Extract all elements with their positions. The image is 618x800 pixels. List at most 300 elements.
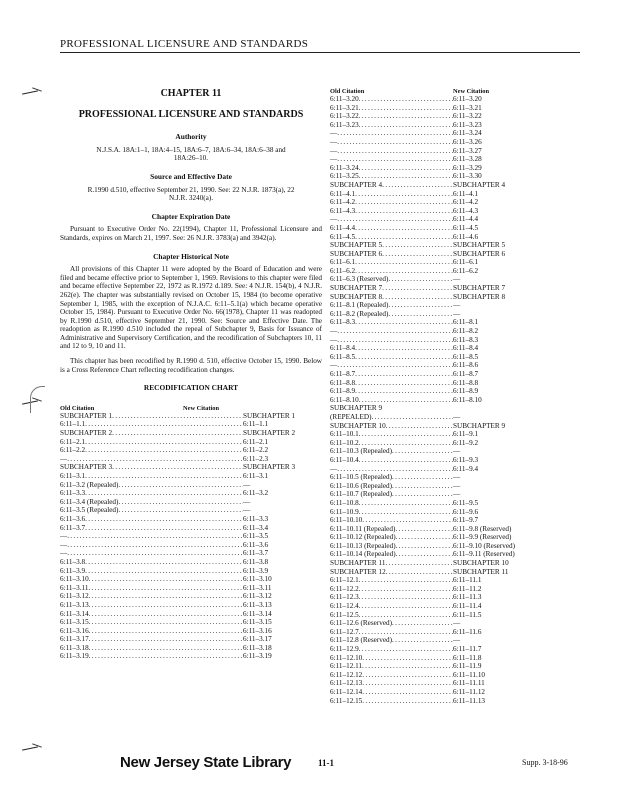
new-citation: 6:11–3.24 (453, 129, 482, 138)
new-citation: 6:11–11.5 (453, 610, 482, 619)
old-citation: 6:11–10.1 (330, 430, 359, 439)
old-citation: 6:11–12.14 (330, 687, 363, 696)
dot-leader (355, 207, 453, 216)
new-citation: 6:11–11.8 (453, 653, 482, 662)
new-citation: 6:11–3.18 (243, 643, 272, 652)
table-row (330, 215, 590, 224)
dot-leader (385, 559, 453, 568)
old-citation: SUBCHAPTER 7 (330, 284, 383, 293)
table-row (330, 568, 590, 577)
old-citation: 6:11–8.1 (Repealed) (330, 301, 389, 310)
old-citation: 6:11–8.2 (Repealed) (330, 309, 389, 318)
dot-leader (112, 429, 243, 438)
table-row (330, 198, 590, 207)
table-row (60, 635, 322, 644)
new-citation: SUBCHAPTER 11 (453, 567, 509, 576)
dot-leader (355, 198, 453, 207)
new-citation: SUBCHAPTER 1 (243, 411, 296, 420)
table-row (330, 181, 590, 190)
new-citation: 6:11–3.4 (243, 523, 269, 532)
old-citation: — (330, 146, 338, 155)
old-citation: 6:11–8.10 (330, 395, 359, 404)
table-row (60, 455, 322, 464)
table-row (330, 336, 590, 345)
new-citation: 6:11–8.2 (453, 327, 479, 336)
table-row (330, 387, 590, 396)
old-citation: SUBCHAPTER 10 (330, 421, 386, 430)
old-citation: 6:11–6.3 (Reserved) (330, 275, 389, 284)
dot-leader (359, 602, 453, 611)
table-row (330, 422, 590, 431)
table-row (60, 438, 322, 447)
old-citation: 6:11–2.1 (60, 437, 86, 446)
old-citation: 6:11–12.11 (330, 662, 363, 671)
table-row (60, 524, 322, 533)
authority-text: N.J.S.A. 18A:1–1, 18A:4–15, 18A:6–7, 18A:6–34, 18A:6–38 and 18A:26–10. (96, 145, 286, 163)
new-citation: — (453, 490, 461, 499)
margin-mark (22, 748, 48, 751)
table-row (60, 481, 322, 490)
table-row (330, 490, 590, 499)
new-citation: 6:11–3.28 (453, 155, 482, 164)
new-citation: 6:11–6.1 (453, 258, 479, 267)
new-citation: 6:11–6.2 (453, 266, 479, 275)
old-citation: 6:11–3.10 (60, 575, 89, 584)
old-citation: 6:11–12.4 (330, 602, 359, 611)
old-citation: 6:11–3.5 (Repealed) (60, 506, 119, 515)
dot-leader (355, 190, 453, 199)
dot-leader (382, 181, 453, 190)
dot-leader (355, 353, 453, 362)
dot-leader (89, 644, 243, 653)
page-number: 11-1 (318, 758, 335, 768)
old-citation: 6:11–3.2 (Repealed) (60, 480, 119, 489)
dot-leader (359, 172, 453, 181)
new-citation: 6:11–4.3 (453, 206, 479, 215)
old-citation: 6:11–10.14 (Repealed) (330, 550, 396, 559)
new-citation: 6:11–3.27 (453, 146, 482, 155)
table-row (60, 489, 322, 498)
dot-leader (396, 533, 453, 542)
dot-leader (118, 498, 243, 507)
dot-leader (382, 293, 453, 302)
table-row (330, 95, 590, 104)
old-citation: — (330, 464, 338, 473)
old-citation: 6:11–12.10 (330, 653, 363, 662)
old-citation: 6:11–8.9 (330, 387, 356, 396)
dot-leader (388, 310, 453, 319)
table-row (330, 593, 590, 602)
old-citation: SUBCHAPTER 11 (330, 559, 386, 568)
table-row (330, 679, 590, 688)
new-citation: 6:11–9.6 (453, 507, 479, 516)
dot-leader (359, 112, 453, 121)
new-citation: 6:11–9.5 (453, 498, 479, 507)
new-citation: 6:11–3.15 (243, 618, 272, 627)
dot-leader (355, 267, 453, 276)
old-citation: 6:11–12.5 (330, 610, 359, 619)
dot-leader (362, 679, 453, 688)
old-citation: — (330, 129, 338, 138)
dot-leader (85, 438, 243, 447)
dot-leader (88, 584, 243, 593)
expiration-heading: Chapter Expiration Date (151, 211, 231, 221)
dot-leader (337, 361, 453, 370)
new-citation: 6:11–2.2 (243, 446, 269, 455)
dot-leader (359, 95, 453, 104)
dot-leader (362, 671, 453, 680)
new-citation: 6:11–11.3 (453, 593, 482, 602)
table-row (60, 429, 322, 438)
old-citation: 6:11–3.23 (330, 120, 359, 129)
dot-leader (112, 463, 243, 472)
table-row (330, 628, 590, 637)
old-citation: — (60, 540, 68, 549)
old-citation: 6:11–8.5 (330, 352, 356, 361)
left-column (60, 90, 322, 661)
table-row (330, 499, 590, 508)
dot-leader (388, 275, 453, 284)
dot-leader (355, 224, 453, 233)
table-row (330, 611, 590, 620)
dot-leader (396, 542, 453, 551)
new-citation: 6:11–3.29 (453, 163, 482, 172)
table-row (330, 602, 590, 611)
new-citation: 6:11–9.7 (453, 516, 479, 525)
old-citation: 6:11–3.6 (60, 514, 86, 523)
new-citation: 6:11–3.23 (453, 120, 482, 129)
old-citation: 6:11–3.1 (60, 472, 86, 480)
table-row (330, 404, 590, 413)
old-citation-header: Old Citation (60, 404, 95, 412)
table-row (330, 473, 590, 482)
right-column (330, 88, 590, 705)
old-citation: 6:11–10.13 (Repealed) (330, 541, 396, 550)
new-citation: 6:11–9.2 (453, 438, 479, 447)
dot-leader (359, 164, 453, 173)
dot-leader (118, 506, 243, 515)
table-row (330, 241, 590, 250)
dot-leader (337, 336, 453, 345)
new-citation: 6:11–4.6 (453, 232, 479, 241)
recodification-table-right (330, 95, 590, 705)
dot-leader (355, 344, 453, 353)
chapter-number: CHAPTER 11 (160, 88, 222, 99)
new-citation: 6:11–3.21 (453, 103, 482, 112)
new-citation: 6:11–3.10 (243, 575, 272, 584)
old-citation: — (60, 549, 68, 558)
dot-leader (89, 601, 243, 610)
dot-leader (85, 567, 243, 576)
new-citation: — (453, 619, 461, 628)
new-citation: 6:11–8.3 (453, 335, 479, 344)
old-citation: — (330, 361, 338, 370)
table-row (330, 550, 590, 559)
dot-leader (85, 558, 243, 567)
table-row (330, 104, 590, 113)
dot-leader (89, 592, 243, 601)
table-row (330, 250, 590, 259)
old-citation: 6:11–4.3 (330, 206, 356, 215)
old-citation: SUBCHAPTER 12 (330, 567, 386, 576)
table-row (60, 498, 322, 507)
new-citation: 6:11–9.10 (Reserved) (453, 541, 516, 550)
new-citation: SUBCHAPTER 8 (453, 292, 506, 301)
new-citation-header: New Citation (183, 404, 220, 412)
dot-leader (382, 284, 453, 293)
table-row (330, 688, 590, 697)
new-citation: 6:11–3.30 (453, 172, 482, 181)
old-citation: — (60, 454, 68, 463)
dot-leader (85, 524, 243, 533)
old-citation: — (330, 327, 338, 336)
table-row (330, 439, 590, 448)
new-citation: 6:11–9.8 (Reserved) (453, 524, 512, 533)
table-row (330, 361, 590, 370)
dot-leader (112, 412, 243, 421)
old-citation: 6:11–12.12 (330, 670, 363, 679)
new-citation: 6:11–8.4 (453, 344, 479, 353)
table-row (60, 412, 322, 421)
new-citation: 6:11–11.2 (453, 584, 482, 593)
dot-leader (362, 662, 453, 671)
new-citation: 6:11–8.7 (453, 370, 479, 378)
new-citation: — (453, 473, 461, 482)
dot-leader (359, 576, 453, 585)
old-citation: 6:11–12.9 (330, 645, 359, 653)
old-citation: SUBCHAPTER 4 (330, 180, 383, 189)
old-citation: — (60, 532, 68, 541)
dot-leader (67, 541, 243, 550)
old-citation: 6:11–3.17 (60, 635, 89, 644)
dot-leader (89, 627, 243, 636)
old-citation: SUBCHAPTER 2 (60, 429, 113, 438)
old-citation: 6:11–4.1 (330, 189, 356, 198)
margin-bracket (30, 386, 45, 413)
new-citation: SUBCHAPTER 5 (453, 241, 506, 250)
table-row (330, 327, 590, 336)
dot-leader (372, 413, 453, 422)
dot-leader (67, 532, 243, 541)
table-row (330, 267, 590, 276)
old-citation: 6:11–3.24 (330, 163, 359, 172)
new-citation: SUBCHAPTER 4 (453, 180, 506, 189)
new-citation: 6:11–3.16 (243, 626, 272, 635)
table-row (330, 447, 590, 456)
new-citation: 6:11–11.13 (453, 696, 486, 705)
new-citation: SUBCHAPTER 9 (453, 421, 506, 430)
table-row (330, 275, 590, 284)
history-paragraph-1: All provisions of this Chapter 11 were adopted by the Board of Education and were filed and became effective prior to September 1, 1969. Revisions to this chapter were filed and became effective September 22, 1972 as R.1972 d.189. See: 4 N.J.R. 154(b), 4 N.J.R. 262(e). The chapter was substantially revised on October 15, 1984 (to become operative September 1, 1985, with the exception of N.J.A.C. 6:11–5.1(a) which became operative October 15, 1984). Pursuant to Executive Order No. 66(1978), Chapter 11 was readopted by R.1990 d.510, effective September 21, 1990. See: Source and Effective Date. The readoption as R.1990 d.510 included the repeal of Subchapter 9, Basis for Issuance of Administrative and Supervisory Certification, and the recodification of Subchapters 10, 11 and 12 to 9, 10 and 11. (60, 265, 322, 351)
new-citation: 6:11–11.1 (453, 576, 482, 585)
new-citation: — (453, 412, 461, 421)
old-citation: SUBCHAPTER 9 (330, 404, 383, 413)
old-citation: 6:11–10.5 (Repealed) (330, 473, 393, 482)
dot-leader (337, 147, 453, 156)
dot-leader (85, 515, 243, 524)
table-row (330, 379, 590, 388)
dot-leader (392, 490, 453, 499)
dot-leader (359, 456, 453, 465)
new-citation: 6:11–9.1 (453, 430, 479, 439)
table-row (330, 164, 590, 173)
table-row (330, 172, 590, 181)
source-text: R.1990 d.510, effective September 21, 1990. See: 22 N.J.R. 1873(a), 22 N.J.R. 3240(a). (87, 185, 295, 203)
new-citation: 6:11–9.9 (Reserved) (453, 533, 512, 542)
new-citation: 6:11–2.3 (243, 454, 269, 463)
new-citation: — (453, 301, 461, 310)
new-citation: 6:11–3.11 (243, 583, 272, 592)
new-citation: 6:11–3.22 (453, 112, 482, 121)
old-citation: 6:11–6.2 (330, 266, 356, 275)
table-row (330, 697, 590, 706)
dot-leader (355, 370, 453, 379)
old-citation: 6:11–8.3 (330, 318, 356, 327)
source-heading: Source and Effective Date (150, 171, 232, 181)
new-citation: — (243, 506, 251, 515)
table-row (60, 601, 322, 610)
chapter-title: PROFESSIONAL LICENSURE AND STANDARDS (78, 108, 304, 120)
new-citation: 6:11–11.10 (453, 670, 486, 679)
dot-leader (337, 138, 453, 147)
new-citation: — (453, 275, 461, 284)
old-citation: 6:11–3.20 (330, 95, 359, 103)
old-citation: 6:11–12.15 (330, 696, 363, 705)
dot-leader (362, 688, 453, 697)
table-row (330, 207, 590, 216)
old-citation: SUBCHAPTER 5 (330, 241, 383, 250)
new-citation: 6:11–11.4 (453, 602, 482, 611)
new-citation (453, 404, 590, 413)
dot-leader (359, 645, 453, 654)
new-citation: — (453, 636, 461, 645)
table-row (330, 344, 590, 353)
new-citation: 6:11–3.19 (243, 652, 272, 661)
old-citation: — (330, 215, 338, 224)
dot-leader (337, 155, 453, 164)
new-citation: 6:11–3.3 (243, 514, 269, 523)
authority-heading: Authority (175, 132, 207, 142)
table-row (330, 576, 590, 585)
table-row (330, 662, 590, 671)
header-rule (60, 52, 580, 53)
table-row (330, 112, 590, 121)
dot-leader (337, 465, 453, 474)
new-citation: — (453, 481, 461, 490)
new-citation: SUBCHAPTER 2 (243, 429, 296, 438)
table-row (330, 654, 590, 663)
old-citation: 6:11–4.5 (330, 232, 356, 241)
table-row (60, 549, 322, 558)
new-citation: 6:11–11.7 (453, 645, 482, 653)
table-row (60, 610, 322, 619)
old-citation: 6:11–10.12 (Repealed) (330, 533, 396, 542)
dot-leader (386, 422, 453, 431)
dot-leader (355, 258, 453, 267)
dot-leader (359, 499, 453, 508)
new-citation: 6:11–1.1 (243, 420, 269, 429)
table-row (60, 446, 322, 455)
table-row (60, 618, 322, 627)
library-stamp: New Jersey State Library (120, 754, 292, 771)
table-row (60, 515, 322, 524)
dot-leader (359, 396, 453, 405)
table-row (60, 506, 322, 515)
table-row (330, 284, 590, 293)
dot-leader (392, 636, 453, 645)
table-row (60, 420, 322, 429)
new-citation: SUBCHAPTER 7 (453, 284, 506, 293)
new-citation: 6:11–2.1 (243, 437, 269, 446)
new-citation: 6:11–3.9 (243, 566, 269, 575)
old-citation: 6:11–3.7 (60, 523, 86, 532)
dot-leader (382, 241, 453, 250)
old-citation: SUBCHAPTER 8 (330, 292, 383, 301)
dot-leader (355, 387, 453, 396)
table-row (60, 463, 322, 472)
chart-column-headers (330, 88, 590, 95)
table-row (330, 508, 590, 517)
new-citation: 6:11–8.5 (453, 352, 479, 361)
old-citation: 6:11–3.3 (60, 489, 86, 498)
dot-leader (359, 439, 453, 448)
new-citation: SUBCHAPTER 10 (453, 559, 509, 568)
dot-leader (89, 618, 243, 627)
table-row (330, 147, 590, 156)
new-citation: 6:11–11.12 (453, 687, 486, 696)
old-citation: 6:11–12.2 (330, 584, 359, 593)
dot-leader (392, 482, 453, 491)
dot-leader (355, 318, 453, 327)
dot-leader (359, 585, 453, 594)
dot-leader (359, 104, 453, 113)
old-citation: 6:11–8.4 (330, 344, 356, 353)
new-citation: 6:11–3.12 (243, 592, 272, 601)
dot-leader (362, 516, 453, 525)
dot-leader (355, 233, 453, 242)
table-row (330, 129, 590, 138)
old-citation: 6:11–3.16 (60, 626, 89, 635)
old-citation: — (330, 335, 338, 344)
new-citation-header: New Citation (453, 88, 490, 95)
old-citation: 6:11–2.2 (60, 446, 86, 455)
old-citation: (REPEALED) (330, 412, 372, 421)
margin-mark (22, 92, 48, 95)
recodification-table-left (60, 412, 322, 661)
dot-leader (362, 697, 453, 706)
table-row (330, 258, 590, 267)
expiration-text: Pursuant to Executive Order No. 22(1994), Chapter 11, Professional Licensure and Standards, expires on March 21, 1997. See: 26 N.J.R. 3783(a) and 3942(a). (60, 225, 322, 242)
table-row (60, 472, 322, 481)
old-citation: 6:11–12.3 (330, 593, 359, 602)
table-row (330, 619, 590, 628)
table-row (330, 456, 590, 465)
new-citation: 6:11–3.8 (243, 557, 269, 566)
dot-leader (67, 549, 243, 558)
new-citation: 6:11–11.11 (453, 679, 485, 688)
table-row (330, 224, 590, 233)
new-citation: 6:11–4.5 (453, 223, 479, 232)
new-citation: SUBCHAPTER 6 (453, 249, 506, 258)
table-row (330, 645, 590, 654)
old-citation: — (330, 155, 338, 164)
new-citation: 6:11–3.26 (453, 137, 482, 146)
table-row (330, 671, 590, 680)
old-citation: 6:11–3.25 (330, 172, 359, 181)
dot-leader (85, 489, 243, 498)
table-row (60, 541, 322, 550)
new-citation: 6:11–3.6 (243, 540, 269, 549)
